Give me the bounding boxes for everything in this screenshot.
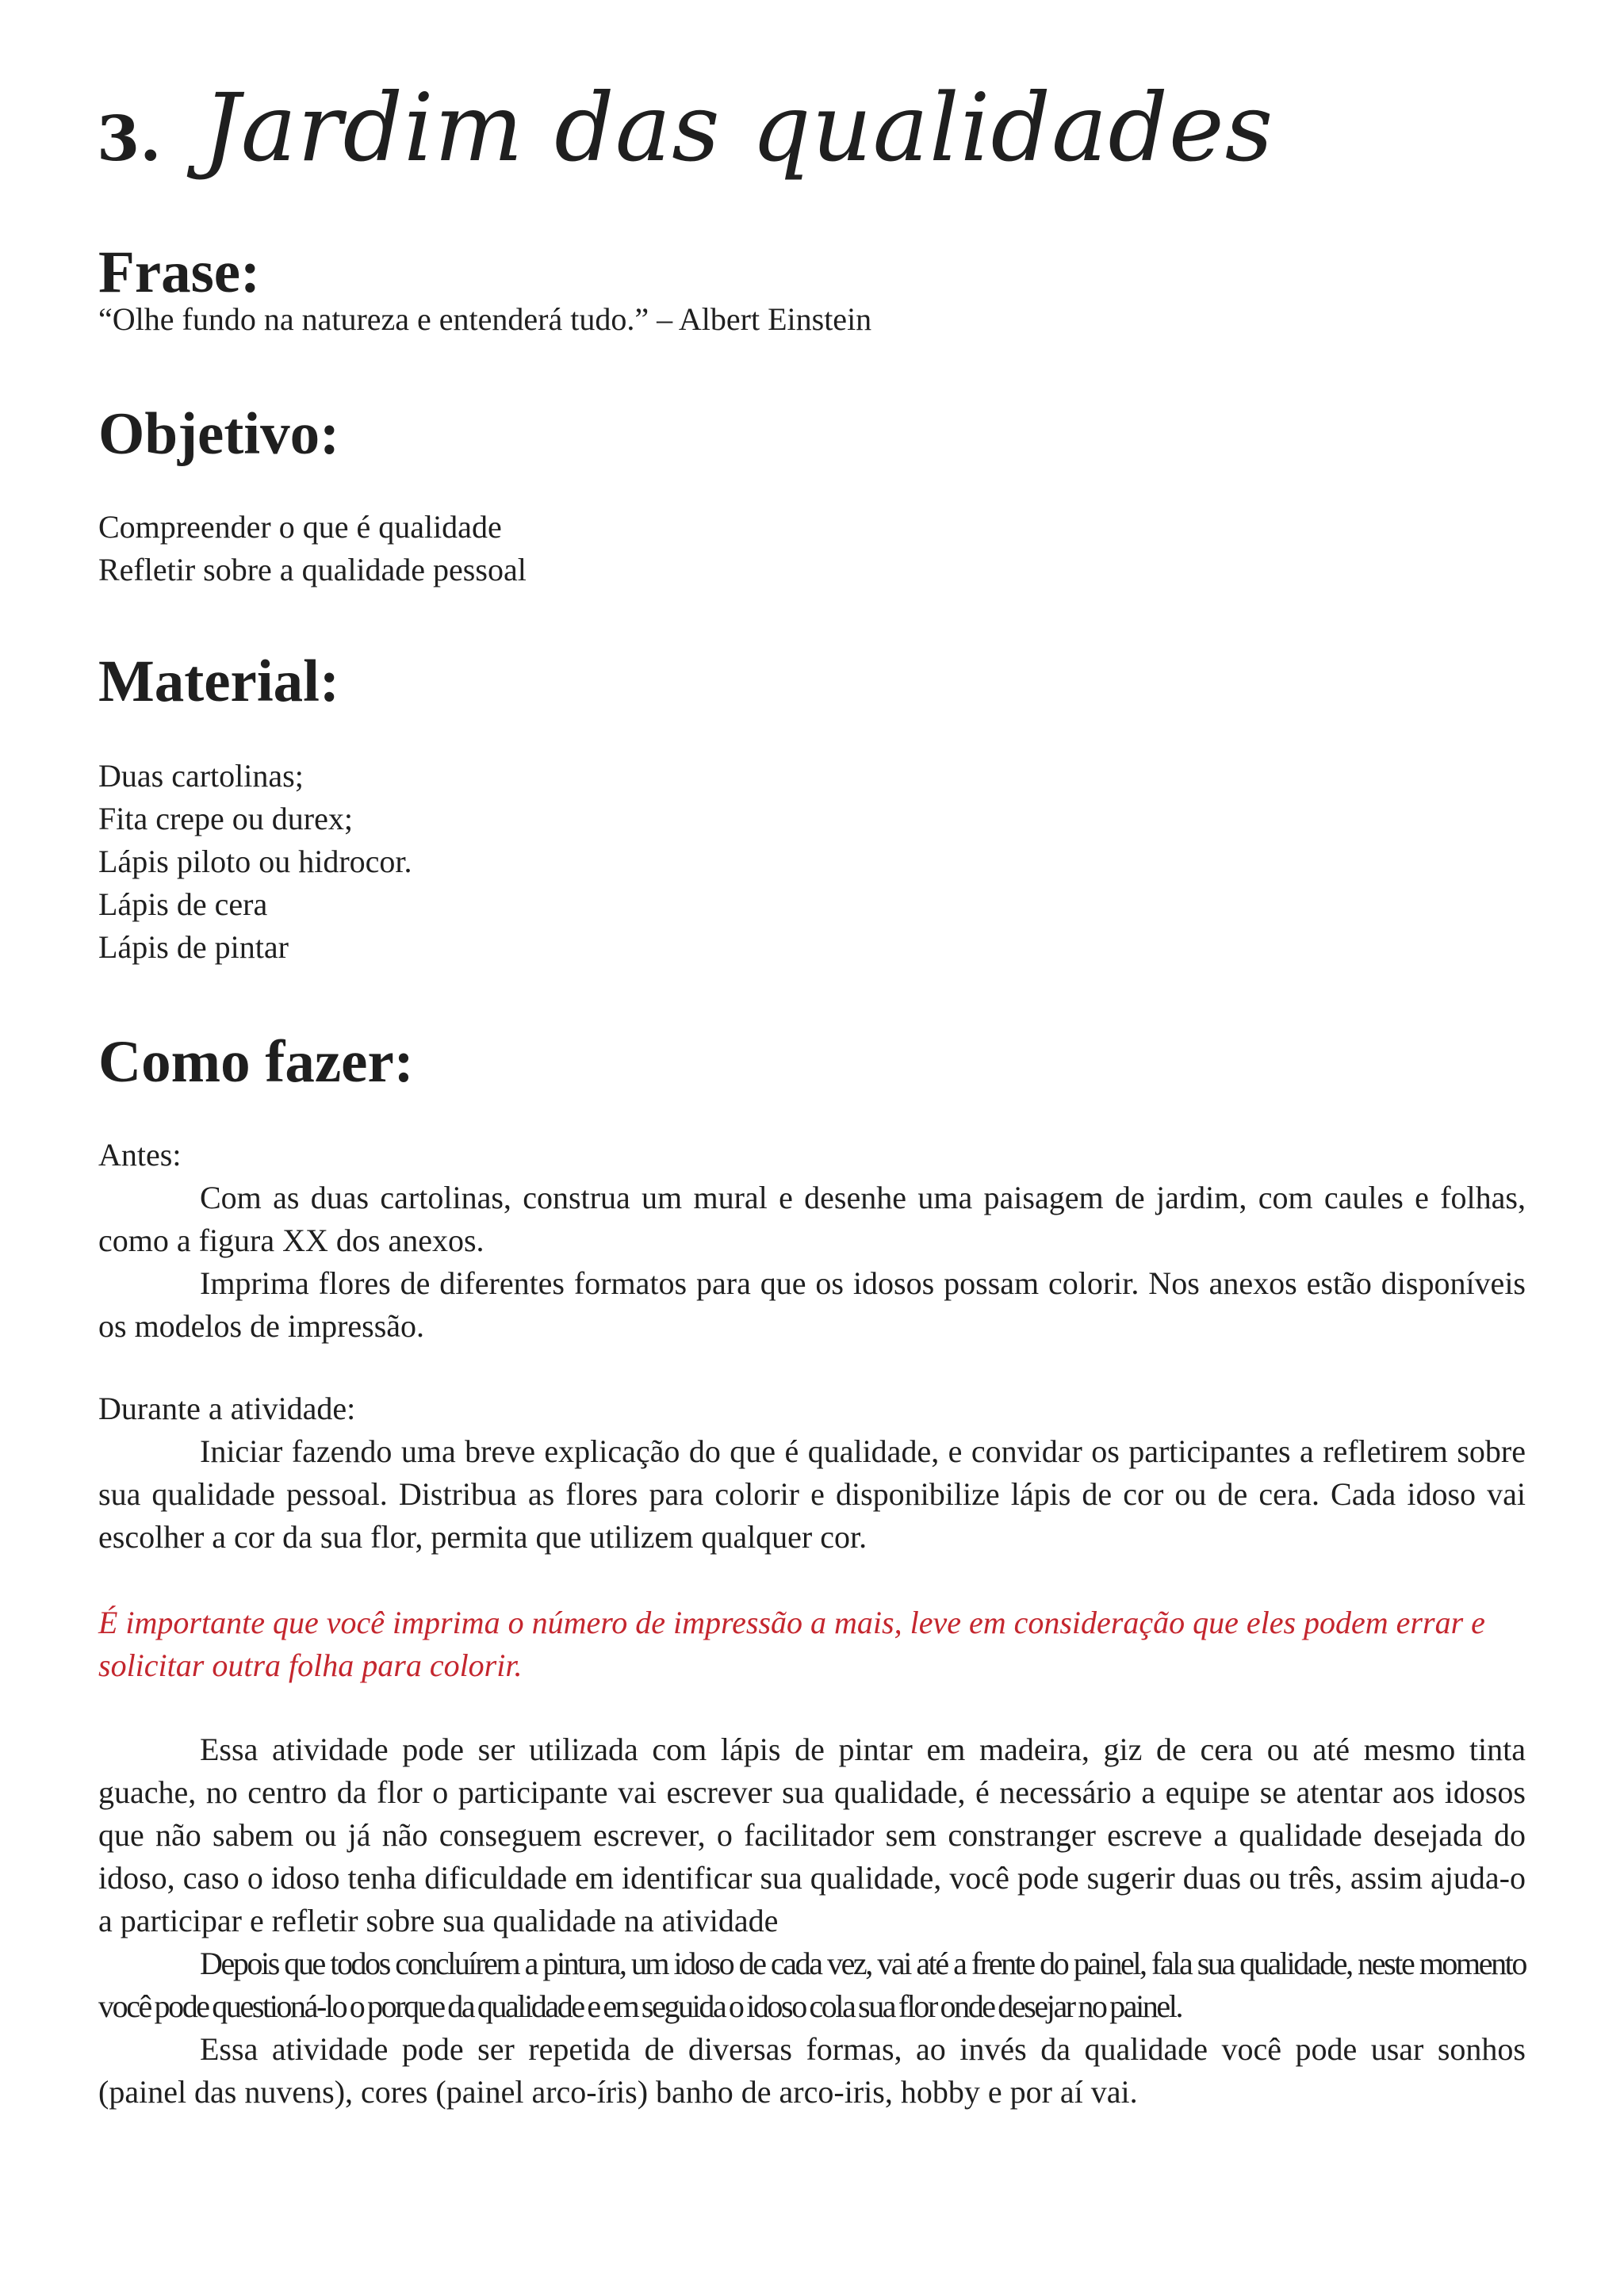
title-text: Jardim das qualidades [202, 73, 1274, 182]
depois-paragraph: Depois que todos concluírem a pintura, um idoso de cada vez, vai até a frente do painel, fala sua qualidade, neste momento você pode questioná-lo o porque da qualidade e em seguida o idoso cola sua flor onde desejar no painel. [98, 1946, 1526, 2024]
antes-paragraph-2: Imprima flores de diferentes formatos para que os idosos possam colorir. Nos anexos estão disponíveis os modelos de impressão. [98, 1265, 1526, 1344]
frase-heading: Frase: [98, 239, 261, 305]
page-title [97, 73, 1274, 224]
durante-paragraph: Iniciar fazendo uma breve explicação do que é qualidade, e convidar os participantes a refletirem sobre sua qualidade pessoal. Distribua as flores para colorir e disponibilize lápis de cor ou de cera. Cada idoso vai escolher a cor da sua flor, permita que utilizem qualquer cor. [98, 1433, 1526, 1555]
essa-paragraph: Essa atividade pode ser utilizada com lápis de pintar em madeira, giz de cera ou até mesmo tinta guache, no centro da flor o participante vai escrever sua qualidade, é necessário a equipe se atentar aos idosos que não sabem ou já não conseguem escrever, o facilitador sem constranger escreve a qualidade desejada do idoso, caso o idoso tenha dificuldade em identificar sua qualidade, você pode sugerir duas ou três, assim ajuda-o a participar e refletir sobre sua qualidade na atividade [98, 1732, 1526, 1938]
como-fazer-heading: Como fazer: [98, 1029, 414, 1095]
objetivo-item: Compreender o que é qualidade [98, 509, 502, 545]
material-item: Lápis piloto ou hidrocor. [98, 844, 412, 879]
material-heading: Material: [98, 649, 339, 714]
title-number: 3. [97, 103, 162, 175]
durante-label: Durante a atividade: [98, 1391, 356, 1426]
material-item: Lápis de cera [98, 886, 268, 922]
objetivo-list [98, 506, 1526, 591]
material-list [98, 755, 1526, 969]
repetir-paragraph: Essa atividade pode ser repetida de diversas formas, ao invés da qualidade você pode usar sonhos (painel das nuvens), cores (painel arco-íris) banho de arco-iris, hobby e por aí vai. [98, 2031, 1526, 2110]
frase-quote: “Olhe fundo na natureza e entenderá tudo.” – Albert Einstein [98, 301, 872, 337]
antes-paragraph-1: Com as duas cartolinas, construa um mural e desenhe uma paisagem de jardim, com caules e folhas, como a figura XX dos anexos. [98, 1180, 1526, 1258]
material-item: Duas cartolinas; [98, 758, 304, 794]
objetivo-item: Refletir sobre a qualidade pessoal [98, 552, 527, 587]
objetivo-heading: Objetivo: [98, 401, 340, 467]
material-item: Fita crepe ou durex; [98, 801, 353, 836]
material-item: Lápis de pintar [98, 929, 289, 965]
antes-label: Antes: [98, 1137, 182, 1173]
important-note: É importante que você imprima o número de impressão a mais, leve em consideração que eles podem errar e solicitar outra folha para colorir. [98, 1605, 1485, 1683]
